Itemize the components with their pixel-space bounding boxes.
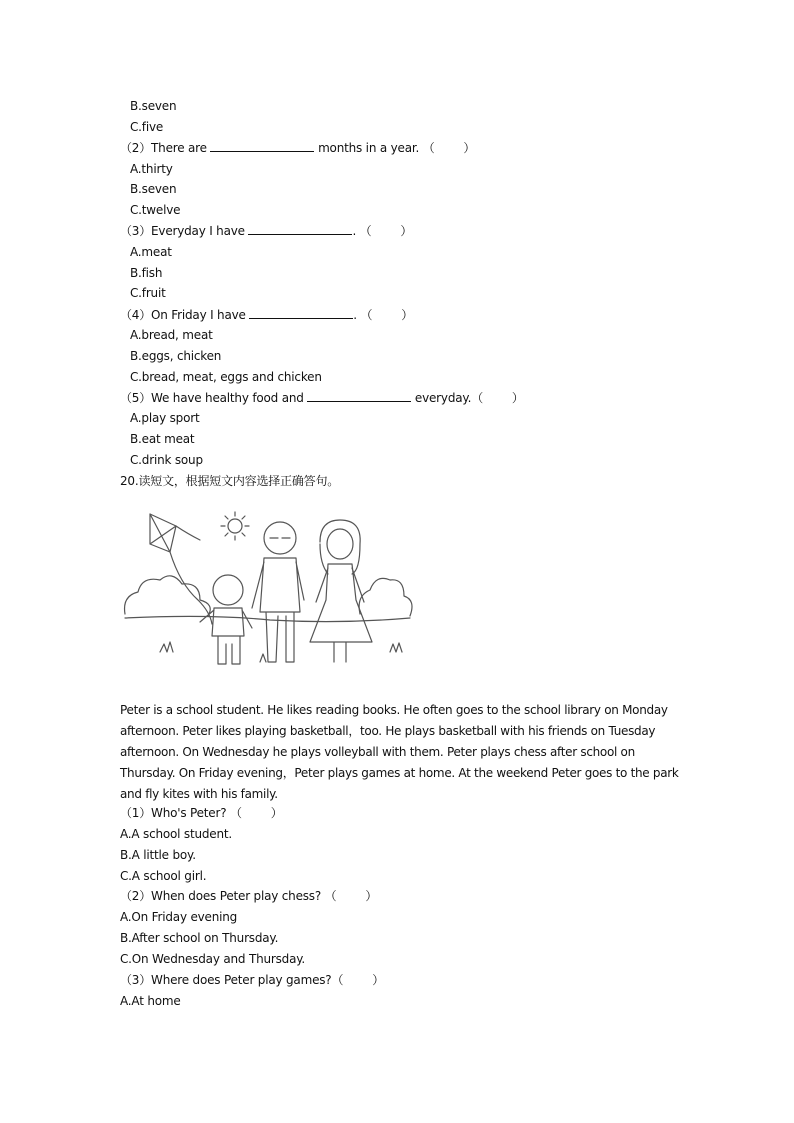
q20-2-option-c: C.On Wednesday and Thursday. <box>120 952 306 966</box>
q20-3-option-a: A.At home <box>120 994 181 1008</box>
boy-head <box>213 575 243 605</box>
q19-3-option-b: B.fish <box>130 266 163 280</box>
q19-1-option-b: B.seven <box>130 99 177 113</box>
q19-4-option-a: A.bread, meat <box>130 328 213 342</box>
sun-rays <box>221 512 249 540</box>
mother-dress <box>310 564 372 662</box>
answer-blank <box>307 389 411 402</box>
father-body <box>252 558 304 662</box>
q19-2-option-a: A.thirty <box>130 162 173 176</box>
sun-icon <box>228 519 242 533</box>
q19-3-stem <box>120 221 412 241</box>
q20-2-stem: （2）When does Peter play chess? （ ） <box>120 889 378 903</box>
kite-string <box>170 552 212 624</box>
q20-1-option-c: C.A school girl. <box>120 869 207 883</box>
reading-passage: Peter is a school student. He likes reading books. He often goes to the school library on Monday afternoon. Peter likes playing basketball，too. He plays basketball with his friends on Tuesday afternoon. On Wednesday he plays volleyball with them. Peter plays chess after school on Thursday. On Friday evening，Peter plays games at home. At the weekend Peter goes to the park and fly kites with his family. <box>120 703 679 801</box>
grass-tuft <box>160 642 402 662</box>
answer-blank <box>249 306 353 319</box>
kite-tail <box>176 526 200 540</box>
q20-heading: 20.读短文，根据短文内容选择正确答句。 <box>120 474 340 488</box>
ground-line <box>125 616 410 621</box>
q19-2-stem <box>120 138 475 158</box>
mother-hair <box>320 520 360 574</box>
q19-5-stem <box>120 388 524 408</box>
q20-1-stem: （1）Who's Peter? （ ） <box>120 806 283 820</box>
q19-2-option-b: B.seven <box>130 182 177 196</box>
q20-2-option-a: A.On Friday evening <box>120 910 238 924</box>
q19-5-stem-end: everyday.（ ） <box>411 391 524 405</box>
q19-2-stem-end: months in a year. （ ） <box>314 141 476 155</box>
q19-5-option-a: A.play sport <box>130 411 200 425</box>
father-head <box>264 522 296 554</box>
q19-3-stem-start: （3）Everyday I have <box>120 224 249 238</box>
q20-1-option-a: A.A school student. <box>120 827 233 841</box>
kite-icon <box>150 514 176 552</box>
q19-5-option-b: B.eat meat <box>130 432 195 446</box>
q19-2-stem-start: （2）There are <box>120 141 211 155</box>
q19-3-option-a: A.meat <box>130 245 172 259</box>
q19-4-stem <box>120 305 413 325</box>
mother-head <box>327 529 353 559</box>
q19-4-stem-start: （4）On Friday I have <box>120 308 250 322</box>
q19-2-option-c: C.twelve <box>130 203 181 217</box>
q19-3-option-c: C.fruit <box>130 286 166 300</box>
bush-right <box>359 578 412 616</box>
q19-4-stem-end: . （ ） <box>353 308 414 322</box>
q20-1-option-b: B.A little boy. <box>120 848 196 862</box>
q19-1-option-c: C.five <box>130 120 164 134</box>
answer-blank <box>210 139 314 152</box>
q20-2-option-b: B.After school on Thursday. <box>120 931 279 945</box>
q19-5-option-c: C.drink soup <box>130 453 203 467</box>
q19-5-stem-start: （5）We have healthy food and <box>120 391 308 405</box>
q19-3-stem-end: . （ ） <box>352 224 413 238</box>
answer-blank <box>248 222 352 235</box>
q19-4-option-c: C.bread, meat, eggs and chicken <box>130 370 322 384</box>
family-kite-illustration <box>120 504 415 684</box>
bush-left <box>125 576 211 616</box>
q20-3-stem: （3）Where does Peter play games?（ ） <box>120 973 384 987</box>
q19-4-option-b: B.eggs, chicken <box>130 349 222 363</box>
